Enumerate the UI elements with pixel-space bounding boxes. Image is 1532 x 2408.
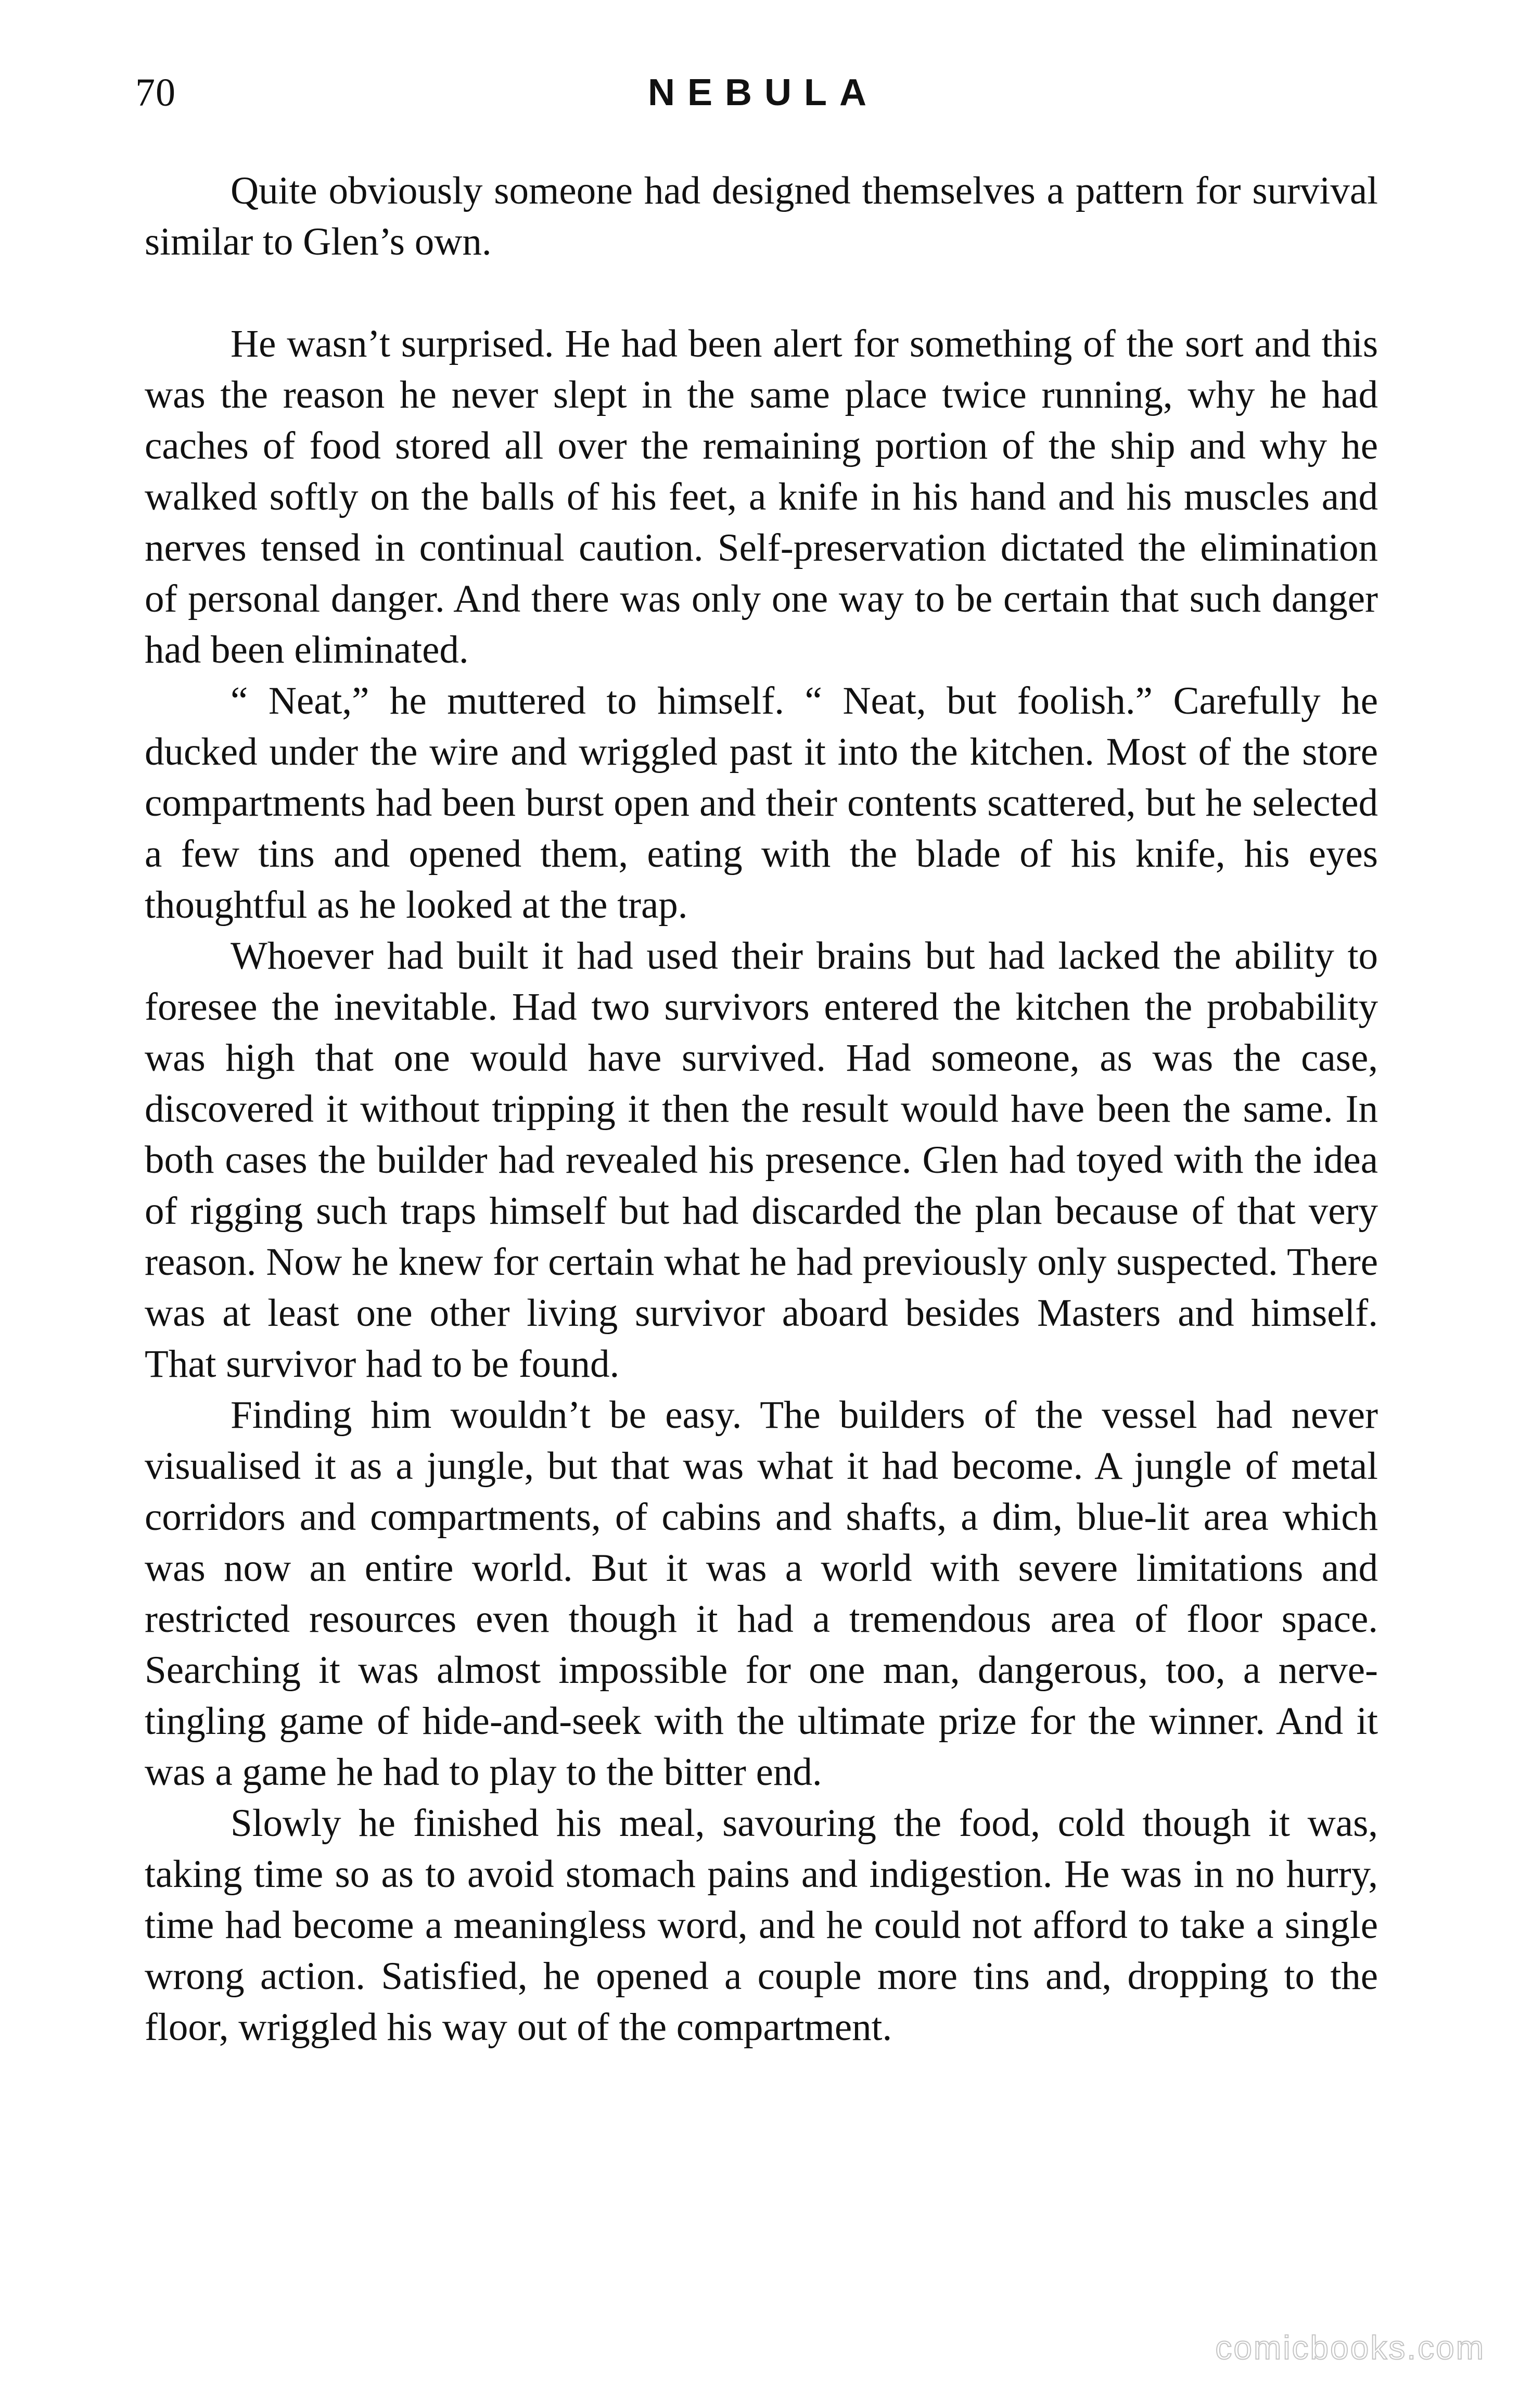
paragraph: Whoever had built it had used their brains but had lacked the ability to foresee the inevitable. Had two survivors entered the kitchen the probability was high that one would have survived. Had someone, as was the case, discovered it without tripping it then the result would have been the same. In both cases the builder had revealed his presence. Glen had toyed with the idea of rigging such traps himself but had discarded the plan because of that very reason. Now he knew for certain what he had previously only suspected. There was at least one other living survivor aboard besides Masters and himself. That survivor had to be found. <box>145 934 1378 1386</box>
paragraph: Slowly he finished his meal, savouring the food, cold though it was, taking time so as to avoid stomach pains and indigestion. He was in no hurry, time had become a meaningless word, and he could not afford to take a single wrong action. Satisfied, he opened a couple more tins and, dropping to the floor, wriggled his way out of the compartment. <box>145 1802 1378 2049</box>
running-title: NEBULA <box>648 72 879 113</box>
paragraph: “ Neat,” he muttered to himself. “ Neat, but foolish.” Carefully he ducked under the wire and wriggled past it into the kitchen. Most of the store compartments had been burst open and their contents scattered, but he selected a few tins and opened them, eating with the blade of his knife, his eyes thoughtful as he looked at the trap. <box>145 679 1378 927</box>
running-head <box>135 67 1379 129</box>
paragraph: Finding him wouldn’t be easy. The builders of the vessel had never visualised it as a jungle, but that was what it had become. A jungle of metal corridors and compartments, of cabins and shafts, a dim, blue-lit area which was now an entire world. But it was a world with severe limitations and restricted resources even though it had a tremendous area of floor space. Searching it was almost impossible for one man, dangerous, too, a nerve-tingling game of hide-and-seek with the ultimate prize for the winner. And it was a game he had to play to the bitter end. <box>145 1393 1378 1794</box>
paragraph: He wasn’t surprised. He had been alert for something of the sort and this was the reason he never slept in the same place twice running, why he had caches of food stored all over the remaining portion of the ship and why he walked softly on the balls of his feet, a knife in his hand and his muscles and nerves tensed in continual caution. Self-preservation dictated the elimination of personal danger. And there was only one way to be certain that such danger had been eliminated. <box>145 322 1378 671</box>
page-number: 70 <box>135 71 176 115</box>
paragraph: Quite obviously someone had designed themselves a pattern for survival similar to Glen’s own. <box>145 169 1378 263</box>
watermark: comicbooks.com <box>1215 2329 1485 2366</box>
body-text <box>145 166 1378 2053</box>
